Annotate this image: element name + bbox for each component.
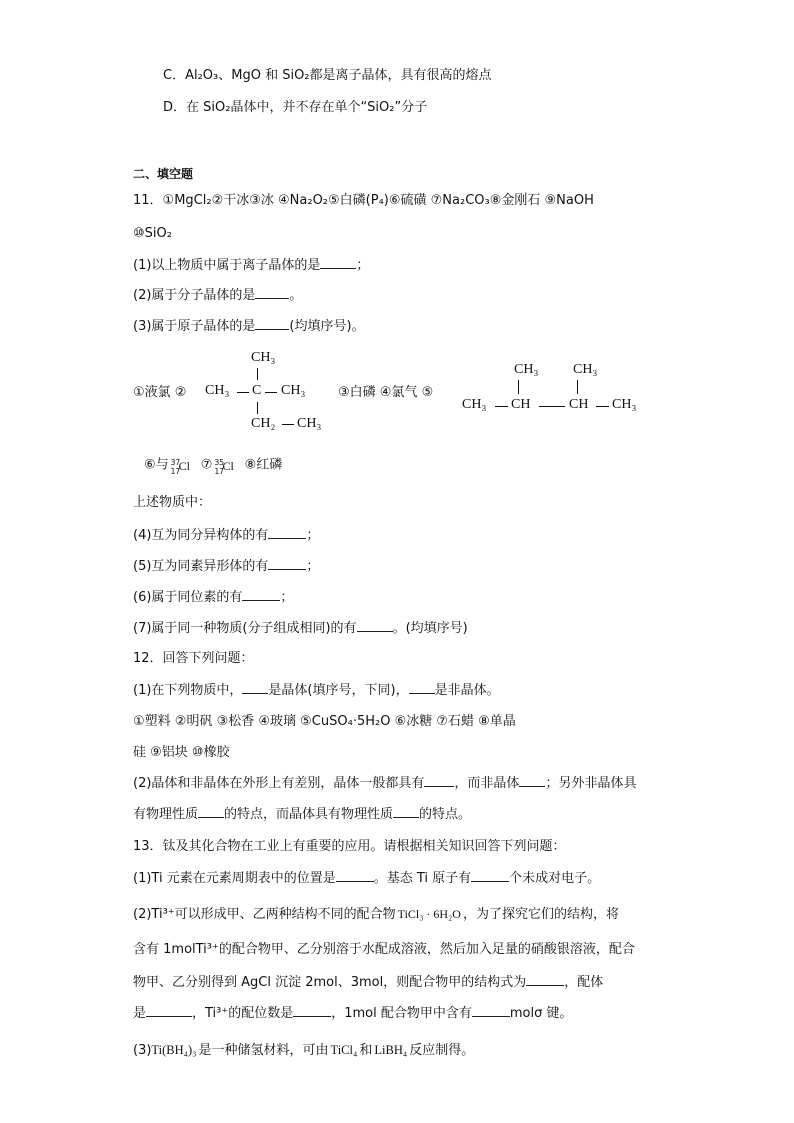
section-heading: 二、填空题 — [133, 167, 194, 181]
q13-part3-text-a: (3) — [133, 1043, 152, 1058]
struct2-left: CH₃ — [205, 383, 230, 398]
q11-part3-text: (3)属于原子晶体的是 — [133, 319, 256, 334]
q13-part2-cont2 — [133, 974, 603, 991]
answer-blank[interactable] — [268, 527, 306, 539]
q13-part2-text-h: molσ 键。 — [509, 1006, 573, 1021]
q12-part1-text-c: 是非晶体。 — [434, 683, 500, 698]
q13-part3-text-c: 和 — [359, 1043, 373, 1058]
element-symbol: Cl — [178, 459, 190, 473]
q13-part1-text-b: 。基态 Ti 原子有 — [373, 871, 472, 886]
q12-part2-text-e: 的特点，而晶体具有物理性质 — [224, 807, 394, 822]
q13-part3-text-d: 反应制得。 — [409, 1043, 475, 1058]
q12-part2-text-c: ；另外非晶体具 — [545, 776, 637, 791]
q11-stem-cont: ⑩SiO₂ — [133, 226, 172, 241]
q13-part1-text-a: (1)Ti 元素在元素周期表中的位置是 — [133, 871, 336, 886]
bond — [539, 406, 565, 407]
answer-blank[interactable] — [268, 558, 306, 570]
structural-formula-2 — [205, 350, 335, 435]
q11-part3 — [133, 318, 365, 335]
q13-part1-text-c: 个未成对电子。 — [509, 871, 601, 886]
q11-part4-end: ； — [306, 528, 320, 543]
q12-part1-text-a: (1)在下列物质中， — [133, 683, 243, 698]
q11-part2-end: 。 — [289, 288, 303, 303]
q11-part6-end: ； — [280, 590, 294, 605]
struct5-left: CH₃ — [462, 397, 487, 412]
q13-part2-cont1: 含有 1molTi³⁺的配合物甲、乙分别溶于水配成溶液，然后加入足量的硝酸银溶液，配合 — [133, 942, 635, 957]
q11-part5-text: (5)互为同素异形体的有 — [133, 559, 269, 574]
bond — [257, 402, 258, 414]
q12-part1 — [133, 682, 500, 699]
answer-blank[interactable] — [424, 775, 454, 787]
bond — [257, 368, 258, 380]
q13-part2-text-d: ，配体 — [564, 975, 604, 990]
struct5-right: CH₃ — [612, 397, 637, 412]
answer-blank[interactable] — [519, 775, 545, 787]
struct-row-label-a: ①液氯 ② — [133, 385, 187, 400]
bond — [265, 392, 277, 393]
q11-part7-text: (7)属于同一种物质(分子组成相同)的有 — [133, 621, 357, 636]
q13-part3 — [133, 1042, 474, 1059]
bond — [282, 424, 294, 425]
answer-blank[interactable] — [255, 287, 289, 299]
q13-part1 — [133, 870, 600, 887]
q11-part7 — [133, 620, 468, 637]
q11-part6-text: (6)属于同位素的有 — [133, 590, 243, 605]
isotope-label-6: ⑥与 — [144, 457, 169, 473]
q12-part2-text-b: ，而非晶体 — [454, 776, 520, 791]
q13-part2-cont3 — [133, 1005, 573, 1022]
q13-stem: 13．钛及其化合物在工业上有重要的应用。请根据相关知识回答下列问题： — [133, 839, 566, 854]
formula-ticl4: TiCl₄ — [330, 1043, 358, 1057]
answer-blank[interactable] — [320, 257, 356, 269]
q11-part2 — [133, 287, 302, 304]
answer-blank[interactable] — [526, 974, 564, 986]
bond — [518, 380, 519, 394]
struct2-right: CH₃ — [281, 383, 306, 398]
q11-part4 — [133, 527, 319, 544]
answer-blank[interactable] — [198, 806, 224, 818]
answer-blank[interactable] — [409, 682, 435, 694]
q13-part3-text-b: 是一种储氢材料，可由 — [198, 1043, 329, 1058]
answer-blank[interactable] — [471, 870, 509, 882]
answer-blank[interactable] — [242, 682, 268, 694]
struct2-bottom: CH₂ — [251, 416, 276, 431]
bond — [577, 380, 578, 394]
answer-blank[interactable] — [472, 1005, 510, 1017]
struct5-ch3b: CH₃ — [573, 362, 598, 377]
formula-ticl3-6h2o: TiCl₃ · 6H₂O — [397, 907, 461, 921]
q12-options: ①塑料 ②明矾 ③松香 ④玻璃 ⑤CuSO₄·5H₂O ⑥冰糖 ⑦石蜡 ⑧单晶 — [133, 714, 516, 729]
q12-part1-text-b: 是晶体(填序号，下同)， — [268, 683, 409, 698]
struct5-ch-a: CH — [511, 397, 531, 412]
q11-part5-end: ； — [306, 559, 320, 574]
answer-blank[interactable] — [357, 620, 393, 632]
answer-blank[interactable] — [393, 806, 419, 818]
q11-part4-text: (4)互为同分异构体的有 — [133, 528, 269, 543]
q13-part2-text-g: ，1mol 配合物甲中含有 — [331, 1006, 472, 1021]
isotope-cl37 — [169, 457, 190, 476]
q11-intro: 上述物质中： — [133, 495, 212, 510]
formula-ti-bh4-3: Ti(BH₄)₃ — [151, 1043, 197, 1057]
q12-stem: 12．回答下列问题： — [133, 651, 254, 666]
bond — [237, 392, 249, 393]
q11-stem: 11．①MgCl₂②干冰③冰 ④Na₂O₂⑤白磷(P₄)⑥硫磺 ⑦Na₂CO₃⑧金刚石 ⑨NaOH — [133, 193, 594, 208]
struct-row-label-b: ③白磷 ④氯气 ⑤ — [338, 385, 434, 400]
struct5-ch3a: CH₃ — [514, 362, 539, 377]
struct2-center: C — [252, 383, 262, 398]
q13-part2-text-c: 物甲、乙分别得到 AgCl 沉淀 2mol、3mol，则配合物甲的结构式为 — [133, 975, 527, 990]
q11-part5 — [133, 558, 319, 575]
q13-part2-text-e: 是 — [133, 1006, 147, 1021]
struct2-top: CH₃ — [251, 350, 276, 365]
q13-part2-text-f: ，Ti³⁺的配位数是 — [192, 1006, 294, 1021]
option-c: C．Al₂O₃、MgO 和 SiO₂都是离子晶体，具有很高的熔点 — [163, 68, 492, 83]
q11-part1 — [133, 257, 369, 274]
q11-part1-text: (1)以上物质中属于离子晶体的是 — [133, 258, 321, 273]
q11-part3-end: (均填序号)。 — [289, 319, 365, 334]
answer-blank[interactable] — [146, 1005, 192, 1017]
bond — [596, 406, 609, 407]
isotope-label-8: ⑧红磷 — [244, 457, 283, 473]
isotope-row — [144, 457, 282, 474]
q11-part2-text: (2)属于分子晶体的是 — [133, 288, 256, 303]
bond — [495, 406, 508, 407]
atomic-number: 17 — [214, 467, 224, 476]
q13-part2-text-b: ，为了探究它们的结构，将 — [462, 907, 619, 922]
q12-options-cont: 硅 ⑨铝块 ⑩橡胶 — [133, 745, 230, 760]
q12-part2-text-d: 有物理性质 — [133, 807, 199, 822]
struct2-tail: CH₃ — [297, 416, 322, 431]
isotope-cl35 — [212, 457, 234, 476]
atomic-number: 17 — [170, 467, 181, 476]
answer-blank[interactable] — [242, 589, 280, 601]
q12-part2-cont — [133, 806, 471, 823]
q11-part6 — [133, 589, 293, 606]
mass-number: 37 — [170, 458, 181, 467]
mass-number: 35 — [214, 458, 224, 467]
option-d: D．在 SiO₂晶体中，并不存在单个“SiO₂”分子 — [163, 100, 428, 115]
answer-blank[interactable] — [293, 1005, 331, 1017]
formula-libh4: LiBH₄ — [374, 1043, 408, 1057]
answer-blank[interactable] — [255, 318, 289, 330]
q12-part2-text-a: (2)晶体和非晶体在外形上有差别，晶体一般都具有 — [133, 776, 425, 791]
element-symbol: Cl — [222, 459, 234, 473]
struct5-ch-b: CH — [569, 397, 589, 412]
q11-part1-end: ； — [356, 258, 370, 273]
q13-part2 — [133, 906, 619, 923]
q13-part2-text-a: (2)Ti³⁺可以形成甲、乙两种结构不同的配合物 — [133, 907, 396, 922]
answer-blank[interactable] — [336, 870, 374, 882]
isotope-label-7: ⑦ — [200, 457, 213, 473]
q12-part2-text-f: 的特点。 — [419, 807, 472, 822]
q12-part2 — [133, 775, 636, 792]
q11-part7-end: 。(均填序号) — [392, 621, 468, 636]
structural-formula-5 — [462, 362, 652, 422]
